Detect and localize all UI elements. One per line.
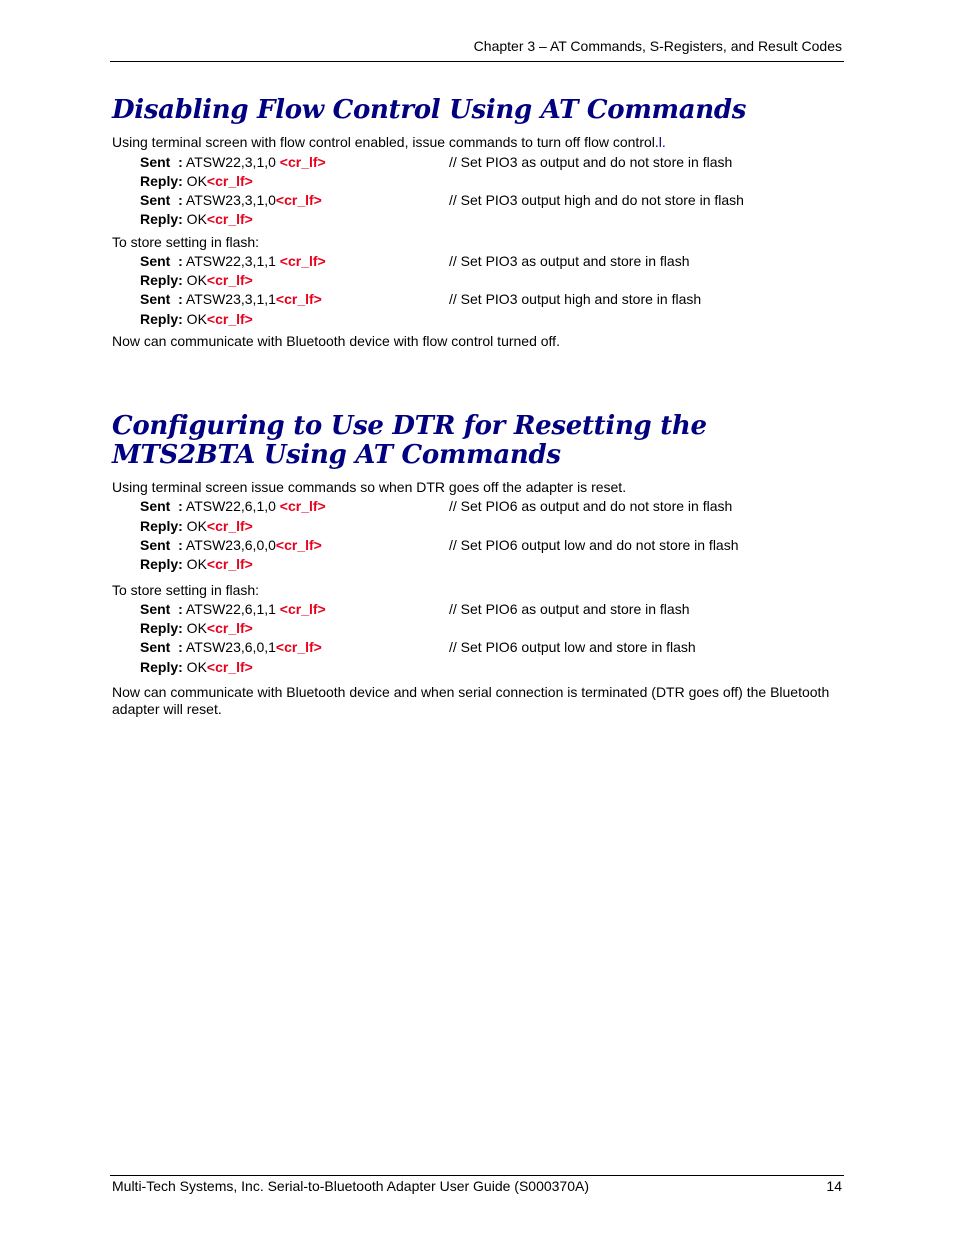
command-comment: // Set PIO3 as output and store in flash [449, 253, 690, 269]
command-comment: // Set PIO6 as output and store in flash [449, 601, 690, 617]
command-line: Sent : ATSW22,6,1,1 <cr_lf> [140, 601, 326, 617]
section-heading-dtr-reset: Configuring to Use DTR for Resetting the MTS2BTA Using AT Commands [112, 411, 707, 470]
command-comment: // Set PIO6 output low and do not store in flash [449, 537, 739, 553]
reply-line: Reply: OK<cr_lf> [140, 659, 253, 675]
reply-line: Reply: OK<cr_lf> [140, 556, 253, 572]
section1-closing: Now can communicate with Bluetooth device with flow control turned off. [112, 333, 560, 349]
reply-line: Reply: OK<cr_lf> [140, 173, 253, 189]
page-number: 14 [826, 1178, 842, 1194]
store-label: To store setting in flash: [112, 234, 260, 250]
reply-line: Reply: OK<cr_lf> [140, 311, 253, 327]
reply-line: Reply: OK<cr_lf> [140, 620, 253, 636]
running-header: Chapter 3 – AT Commands, S-Registers, and Result Codes [473, 38, 842, 54]
reply-line: Reply: OK<cr_lf> [140, 518, 253, 534]
command-comment: // Set PIO6 as output and do not store in flash [449, 498, 733, 514]
section2-closing: Now can communicate with Bluetooth device and when serial connection is terminated (DTR goes off) the Bluetooth adapter will reset. [112, 684, 830, 717]
command-line: Sent : ATSW23,3,1,1<cr_lf> [140, 291, 322, 307]
section2-intro: Using terminal screen issue commands so when DTR goes off the adapter is reset. [112, 479, 627, 495]
section-heading-flow-control: Disabling Flow Control Using AT Commands [112, 95, 747, 125]
command-line: Sent : ATSW22,6,1,0 <cr_lf> [140, 498, 326, 514]
footer-document-title: Multi-Tech Systems, Inc. Serial-to-Bluetooth Adapter User Guide (S000370A) [112, 1178, 589, 1194]
command-comment: // Set PIO3 output high and store in flash [449, 291, 702, 307]
store-label: To store setting in flash: [112, 582, 260, 598]
header-rule [110, 61, 844, 62]
section1-intro: Using terminal screen with flow control enabled, issue commands to turn off flow control.l. [112, 134, 666, 150]
command-comment: // Set PIO3 as output and do not store in flash [449, 154, 733, 170]
reply-line: Reply: OK<cr_lf> [140, 272, 253, 288]
command-line: Sent : ATSW22,3,1,0 <cr_lf> [140, 154, 326, 170]
reply-line: Reply: OK<cr_lf> [140, 211, 253, 227]
command-line: Sent : ATSW23,6,0,0<cr_lf> [140, 537, 322, 553]
command-line: Sent : ATSW23,3,1,0<cr_lf> [140, 192, 322, 208]
footer-rule [110, 1175, 844, 1176]
command-line: Sent : ATSW23,6,0,1<cr_lf> [140, 639, 322, 655]
command-comment: // Set PIO6 output low and store in flash [449, 639, 696, 655]
command-comment: // Set PIO3 output high and do not store in flash [449, 192, 744, 208]
command-line: Sent : ATSW22,3,1,1 <cr_lf> [140, 253, 326, 269]
